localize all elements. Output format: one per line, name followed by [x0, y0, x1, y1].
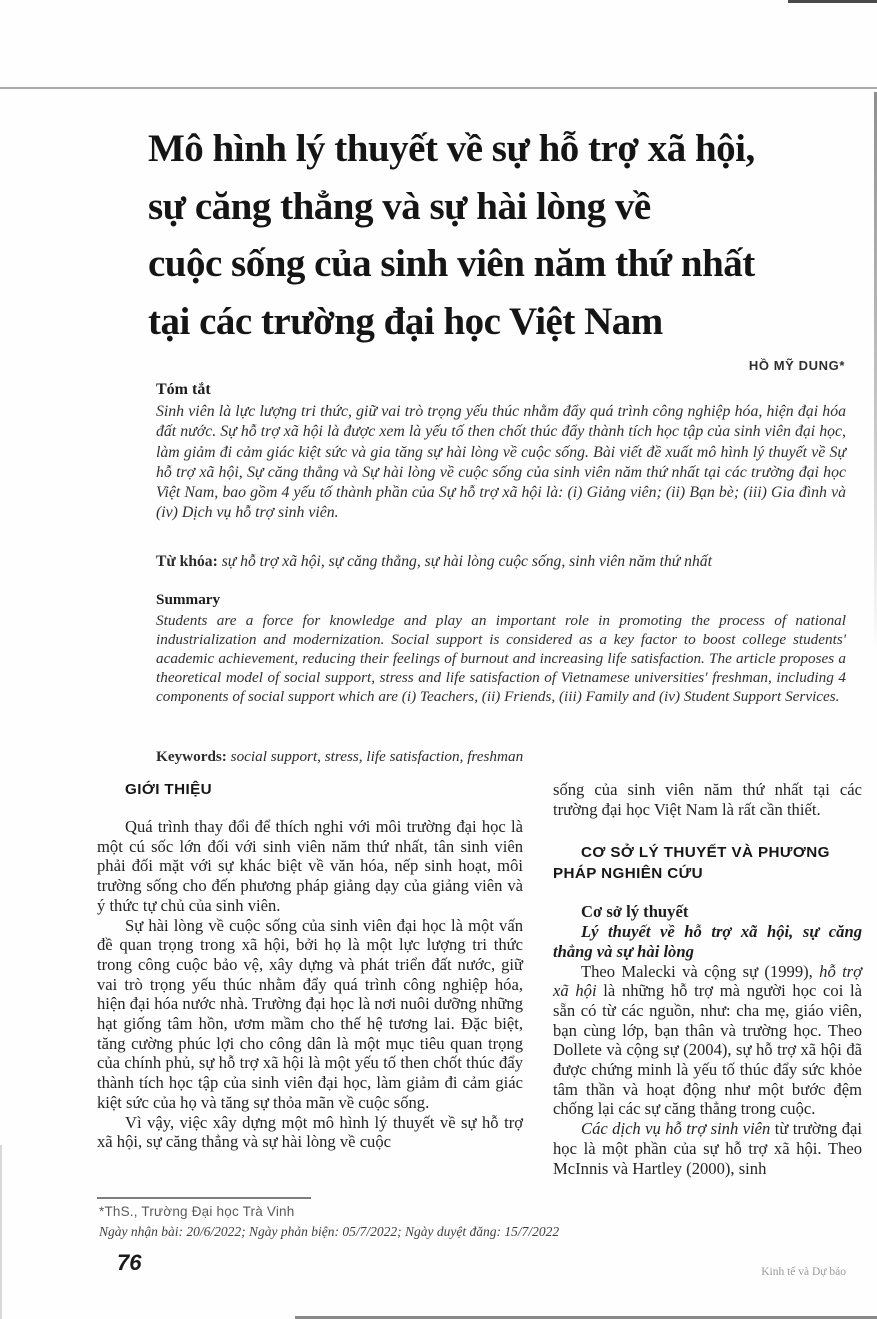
title-line-2: sự căng thẳng và sự hài lòng về [148, 184, 651, 228]
footnote-affiliation: *ThS., Trường Đại học Trà Vinh [99, 1204, 295, 1219]
summary-text: Students are a force for knowledge and play an important role in promoting the process of national industrialization and modernization. Social support is considered as a key factor to boost college students' academic achievement, reducing their feelings of burnout and increasing life satisfaction. The article proposes a theoretical model of social support, stress and life satisfaction of Vietnamese universities' freshman, including 4 components of social support which are (i) Teachers, (ii) Friends, (iii) Family and (iv) Student Support Services. [156, 612, 846, 705]
intro-paragraph-2: Sự hài lòng về cuộc sống của sinh viên đại học là một vấn đề quan trọng trong xã hội, bởi họ là một lực lượng tri thức trong công cuộc bảo vệ, xây dựng và phát triển đất nước, giữ vai trò trọng yếu thúc nhằm đẩy quá trình công nghiệp hóa, hiện đại hóa nước nhà. Trường đại học là nơi nuôi dưỡng những hạt giống tâm hồn, ươm mầm cho thế hệ tương lai. Đặc biệt, tăng cường phúc lợi cho công dân là một mục tiêu quan trọng của chính phủ, sự hỗ trợ xã hội là một yếu tố then chốt thúc đẩy thành tích học tập của sinh viên đại học, làm giảm đi cảm giác kiệt sức của họ và tăng sự thỏa mãn về cuộc sống. [97, 915, 523, 1112]
theory-p1-term: hỗ trợ xã hội [553, 961, 862, 1001]
footnote-dates: Ngày nhận bài: 20/6/2022; Ngày phản biện: 05/7/2022; Ngày duyệt đăng: 15/7/2022 [99, 1224, 560, 1239]
article-title [148, 120, 860, 350]
summary-heading: Summary [156, 591, 221, 608]
theory-p1-rest: là những hỗ trợ mà người học coi là sẵn có từ các nguồn, như: cha mẹ, giáo viên, bạn cùng lớp, bạn thân và trường học. Theo Dollete và cộng sự (2004), sự hỗ trợ xã hội đã được chứng minh là yếu tố thúc đẩy sức khỏe tâm thần và hoạt động như một bước đệm chống lại các sự căng thẳng trong cuộc. [553, 981, 863, 1119]
keywords-en-label: Keywords: [156, 748, 227, 765]
title-line-1: Mô hình lý thuyết về sự hỗ trợ xã hội, [148, 127, 755, 170]
theory-p2-term: Các dịch vụ hỗ trợ sinh viên [581, 1119, 771, 1139]
keywords-vi-label: Từ khóa: [156, 553, 218, 570]
abstract-vi-heading: Tóm tắt [156, 381, 211, 398]
theory-section-heading: CƠ SỞ LÝ THUYẾT VÀ PHƯƠNG PHÁP NGHIÊN CỨU [553, 844, 830, 882]
theory-paragraph-1 [553, 962, 862, 1120]
author-name: HỒ MỸ DUNG* [748, 358, 845, 373]
title-line-3: cuộc sống của sinh viên năm thứ nhất [148, 242, 755, 285]
footnote-rule [97, 1197, 311, 1199]
scan-edge-left [0, 1145, 2, 1319]
page-number: 76 [117, 1250, 142, 1275]
keywords-en-text: social support, stress, life satisfaction, freshman [226, 748, 524, 765]
title-line-4: tại các trường đại học Việt Nam [148, 299, 663, 343]
theory-p1-lead: Theo Malecki và cộng sự (1999), [581, 961, 820, 981]
journal-name: Kinh tế và Dự báo [761, 1266, 846, 1278]
header-rule [0, 87, 877, 89]
intro-paragraph-1: Quá trình thay đổi để thích nghi với môi trường đại học là một cú sốc lớn đối với sinh viên năm thứ nhất, tân sinh viên phải đối mặt với sự khác biệt về văn hóa, nếp sinh hoạt, môi trường sống cho đến phương pháp giảng dạy của giảng viên và ý thức tự chủ của sinh viên. [97, 817, 523, 915]
theory-p2-rest: từ trường đại học là một phần của sự hỗ trợ xã hội. Theo McInnis và Hartley (2000), sinh [553, 1119, 862, 1178]
left-column [97, 780, 523, 1178]
keywords-vi-text: sự hỗ trợ xã hội, sự căng thẳng, sự hài lòng cuộc sống, sinh viên năm thứ nhất [217, 553, 712, 570]
body-columns [97, 780, 862, 1178]
right-column [553, 780, 862, 1178]
abstract-vi-text: Sinh viên là lực lượng tri thức, giữ vai trò trọng yếu thúc nhằm đẩy quá trình công nghiệp hóa, hiện đại hóa đất nước. Sự hỗ trợ xã hội là được xem là yếu tố then chốt thúc đẩy thành tích học tập của sinh viên đại học, làm giảm đi cảm giác kiệt sức và gia tăng sự hài lòng về cuộc sống. Bài viết đề xuất mô hình lý thuyết về Sự hỗ trợ xã hội, Sự căng thẳng và Sự hài lòng về cuộc sống của sinh viên năm thứ nhất tại các trường đại học Việt Nam, bao gồm 4 yếu tố thành phần của Sự hỗ trợ xã hội là: (i) Giảng viên; (ii) Bạn bè; (iii) Gia đình và (iv) Dịch vụ hỗ trợ sinh viên. [156, 403, 846, 522]
scan-mark-top-right [788, 0, 877, 3]
intro-paragraph-3-continuation: sống của sinh viên năm thứ nhất tại các trường đại học Việt Nam là rất cần thiết. [553, 780, 862, 819]
theory-subsubheading: Lý thuyết về hỗ trợ xã hội, sự căng thẳng và sự hài lòng [553, 922, 862, 961]
keywords-en-line [156, 748, 846, 766]
intro-section-heading: GIỚI THIỆU [125, 781, 212, 798]
theory-subheading: Cơ sở lý thuyết [581, 902, 689, 922]
keywords-vi-line [156, 553, 846, 571]
theory-paragraph-2 [553, 1119, 862, 1178]
intro-paragraph-3: Vì vậy, việc xây dựng một mô hình lý thuyết về sự hỗ trợ xã hội, sự căng thẳng và sự hài lòng về cuộc [97, 1112, 523, 1152]
